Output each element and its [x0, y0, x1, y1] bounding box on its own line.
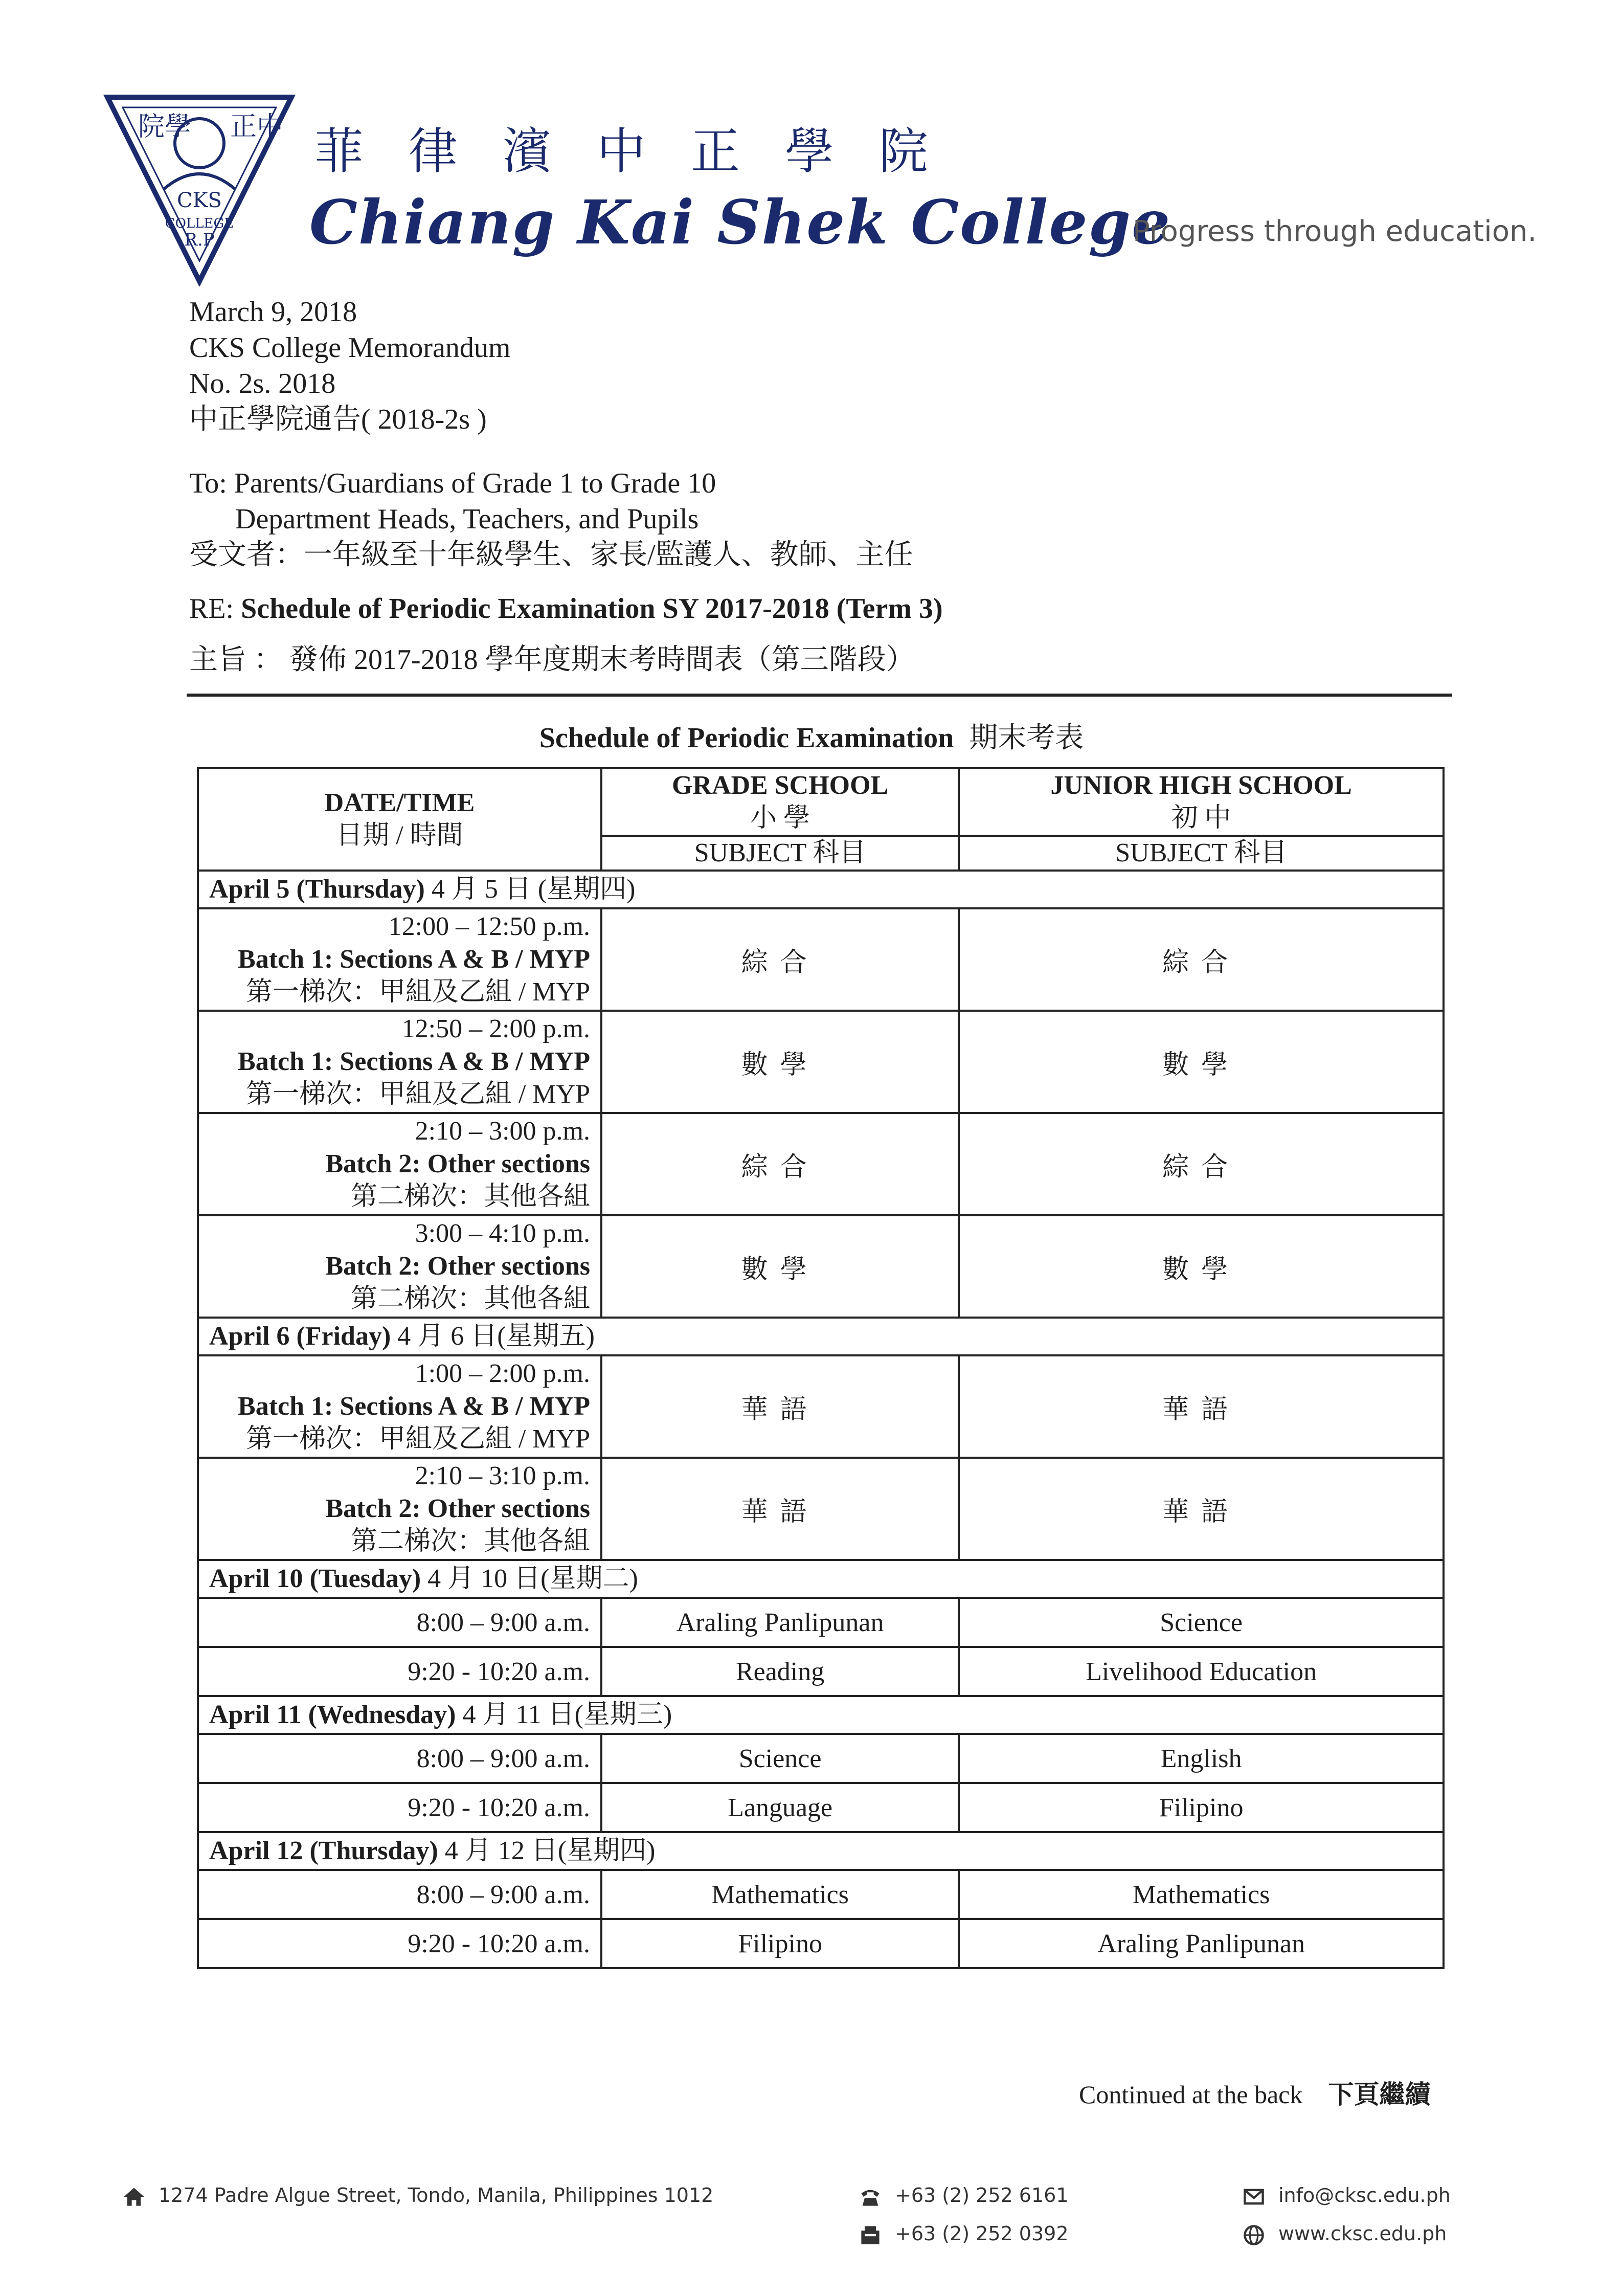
footer-address: 1274 Padre Algue Street, Tondo, Manila, Philippines 1012: [123, 2184, 713, 2208]
memo-recipients-line2: Department Heads, Teachers, and Pupils: [235, 503, 699, 535]
college-name-english: Chiang Kai Shek College: [309, 187, 1171, 258]
schedule-title: Schedule of Periodic Examination 期末考表: [539, 722, 1084, 754]
college-logo: [102, 92, 297, 286]
table-row: 9:20 - 10:20 a.m. Reading Livelihood Education: [198, 1647, 1444, 1696]
table-row: 1:00 – 2:00 p.m. Batch 1: Sections A & B / MYP 第一梯次：甲組及乙組 / MYP 華語 華語: [198, 1355, 1444, 1458]
logo-text: CKS: [177, 189, 222, 212]
memo-title: CKS College Memorandum: [189, 332, 511, 364]
table-row: 2:10 – 3:00 p.m. Batch 2: Other sections 第二梯次：其他各組 綜合 綜合: [198, 1113, 1444, 1215]
college-name-chinese: 菲律濱中正學院: [314, 123, 973, 180]
table-row: 9:20 - 10:20 a.m. Filipino Araling Panlipunan: [198, 1919, 1444, 1968]
footer-fax: +63 (2) 252 0392: [859, 2222, 1069, 2246]
svg-text:R.P: R.P: [184, 230, 215, 250]
svg-text:COLLEGE: COLLEGE: [165, 216, 234, 231]
footer-phone: +63 (2) 252 6161: [859, 2184, 1069, 2208]
fax-icon: [859, 2224, 882, 2246]
memo-number-chinese: 中正學院通告( 2018-2s ): [189, 404, 487, 435]
day-row: April 5 (Thursday) 4 月 5 日 (星期四): [198, 871, 1444, 908]
divider: [187, 694, 1452, 697]
day-row: April 11 (Wednesday) 4 月 11 日(星期三): [198, 1696, 1444, 1734]
home-icon: [123, 2186, 145, 2208]
header-subject-jhs: SUBJECT 科目: [959, 836, 1444, 871]
table-row: 2:10 – 3:10 p.m. Batch 2: Other sections 第二梯次：其他各組 華語 華語: [198, 1458, 1444, 1560]
table-row: 8:00 – 9:00 a.m. Mathematics Mathematics: [198, 1870, 1444, 1919]
footer-email: info@cksc.edu.ph: [1243, 2184, 1451, 2208]
globe-icon: [1243, 2224, 1265, 2246]
header-grade-school: GRADE SCHOOL 小 學: [601, 768, 959, 836]
mail-icon: [1243, 2186, 1265, 2208]
table-row: 8:00 – 9:00 a.m. Science English: [198, 1734, 1444, 1783]
day-row: April 12 (Thursday) 4 月 12 日(星期四): [198, 1832, 1444, 1870]
memo-subject-chinese: 主旨 ： 發佈 2017-2018 學年度期末考時間表（第三階段）: [189, 644, 915, 676]
table-row: 3:00 – 4:10 p.m. Batch 2: Other sections 第二梯次：其他各組 數學 數學: [198, 1215, 1444, 1318]
table-row: 12:50 – 2:00 p.m. Batch 1: Sections A & B / MYP 第一梯次：甲組及乙組 / MYP 數學 數學: [198, 1011, 1444, 1113]
svg-text:正中: 正中: [230, 112, 284, 142]
memo-subject: RE: Schedule of Periodic Examination SY 2017-2018 (Term 3): [189, 593, 943, 625]
day-row: April 10 (Tuesday) 4 月 10 日(星期二): [198, 1560, 1444, 1598]
table-row: 12:00 – 12:50 p.m. Batch 1: Sections A & B / MYP 第一梯次：甲組及乙組 / MYP 綜合 綜合: [198, 908, 1444, 1011]
header-subject-gs: SUBJECT 科目: [601, 836, 959, 871]
header-datetime: DATE/TIME 日期 / 時間: [198, 768, 601, 871]
table-row: 9:20 - 10:20 a.m. Language Filipino: [198, 1783, 1444, 1832]
memo-recipients: To: Parents/Guardians of Grade 1 to Grade 10: [189, 467, 716, 499]
phone-icon: [859, 2186, 882, 2208]
continued-note: Continued at the back 下頁繼續: [1079, 2080, 1431, 2109]
schedule-table: [197, 767, 1445, 1969]
memo-number: No. 2s. 2018: [189, 368, 336, 399]
table-row: 8:00 – 9:00 a.m. Araling Panlipunan Science: [198, 1598, 1444, 1647]
tagline: Progress through education.: [1133, 215, 1537, 248]
header-junior-high: JUNIOR HIGH SCHOOL 初 中: [959, 768, 1444, 836]
svg-text:院學: 院學: [138, 112, 192, 142]
footer-website: www.cksc.edu.ph: [1243, 2222, 1447, 2246]
memo-date: March 9, 2018: [189, 296, 357, 328]
day-row: April 6 (Friday) 4 月 6 日(星期五): [198, 1318, 1444, 1355]
memo-recipients-chinese: 受文者：一年級至十年級學生、家長/監護人、教師、主任: [189, 539, 913, 571]
